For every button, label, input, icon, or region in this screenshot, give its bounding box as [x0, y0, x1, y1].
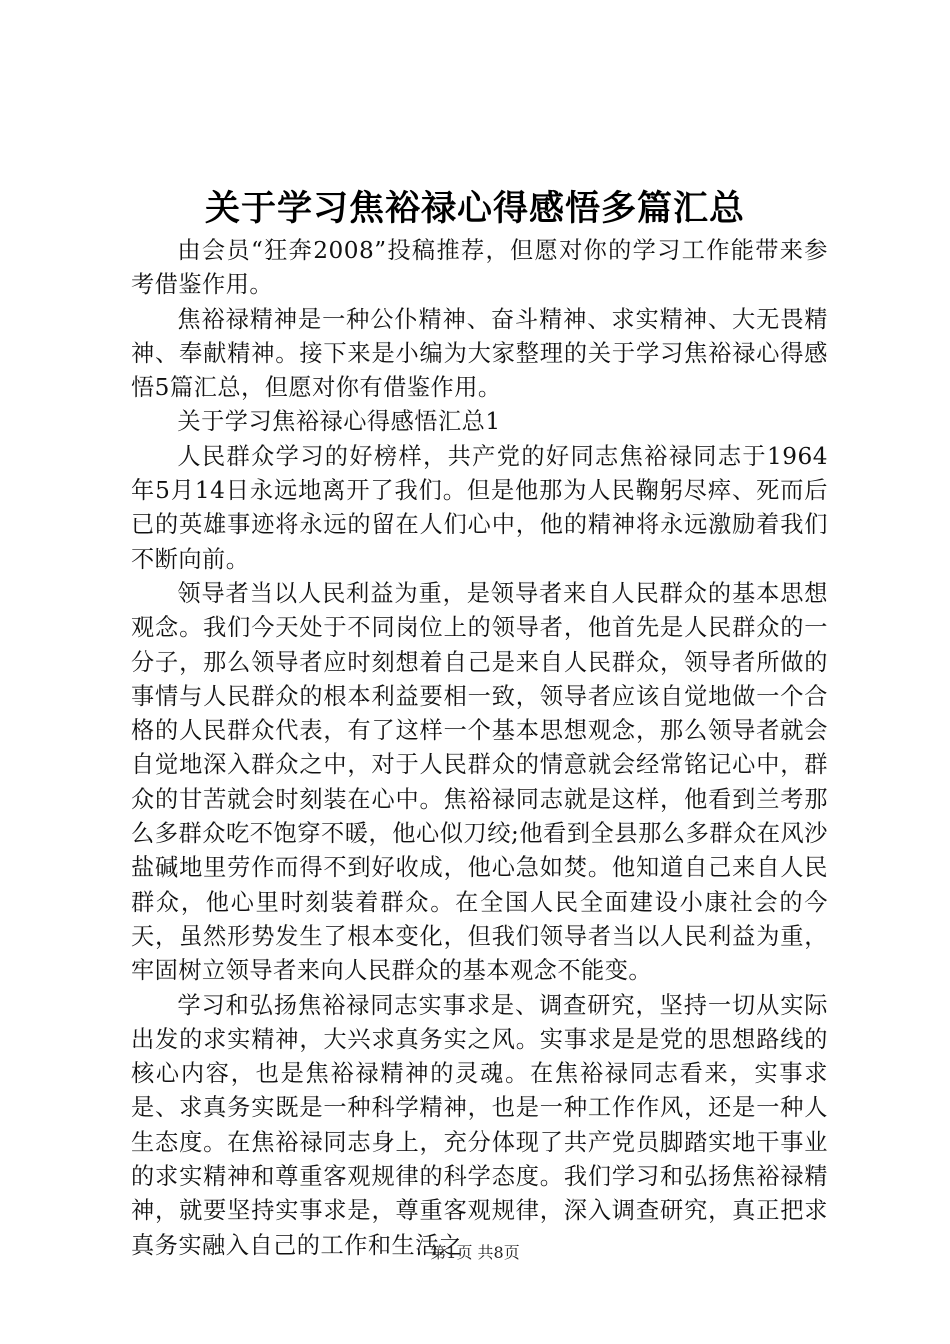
- paragraph-summary: 焦裕禄精神是一种公仆精神、奋斗精神、求实精神、大无畏精神、奉献精神。接下来是小编为大家整理的关于学习焦裕禄心得感悟5篇汇总，但愿对你有借鉴作用。: [131, 305, 828, 402]
- paragraph-body-2: 领导者当以人民利益为重，是领导者来自人民群众的基本思想观念。我们今天处于不同岗位上的领导者，他首先是人民群众的一分子，那么领导者应时刻想着自己是来自人民群众，领导者所做的事情与人民群众的根本利益要相一致，领导者应该自觉地做一个合格的人民群众代表，有了这样一个基本思想观念，那么领导者就会自觉地深入群众之中，对于人民群众的情意就会经常铭记心中，群众的甘苦就会时刻装在心中。焦裕禄同志就是这样，他看到兰考那么多群众吃不饱穿不暖，他心似刀绞;他看到全县那么多群众在风沙盐碱地里劳作而得不到好收成，他心急如焚。他知道自己来自人民群众，他心里时刻装着群众。在全国人民全面建设小康社会的今天，虽然形势发生了根本变化，但我们领导者当以人民利益为重，牢固树立领导者来向人民群众的基本观念不能变。: [131, 579, 828, 985]
- page-footer: 第1页 共8页: [430, 1243, 520, 1262]
- section-heading: 关于学习焦裕禄心得感悟汇总1: [177, 408, 501, 436]
- paragraph-intro: 由会员“狂奔2008”投稿推荐，但愿对你的学习工作能带来参考借鉴作用。: [131, 237, 828, 299]
- paragraph-body-3: 学习和弘扬焦裕禄同志实事求是、调查研究，坚持一切从实际出发的求实精神，大兴求真务实之风。实事求是是党的思想路线的核心内容，也是焦裕禄精神的灵魂。在焦裕禄同志看来，实事求是、求真务实既是一种科学精神，也是一种工作作风，还是一种人生态度。在焦裕禄同志身上，充分体现了共产党员脚踏实地干事业的求实精神和尊重客观规律的科学态度。我们学习和弘扬焦裕禄精神，就要坚持实事求是，尊重客观规律，深入调查研究，真正把求真务实融入自己的工作和生活之: [131, 991, 828, 1259]
- document-title: 关于学习焦裕禄心得感悟多篇汇总: [204, 189, 745, 229]
- paragraph-body-1: 人民群众学习的好榜样，共产党的好同志焦裕禄同志于1964年5月14日永远地离开了我们。但是他那为人民鞠躬尽瘁、死而后已的英雄事迹将永远的留在人们心中，他的精神将永远激励着我们不断向前。: [131, 442, 828, 573]
- document-body: [131, 234, 828, 1263]
